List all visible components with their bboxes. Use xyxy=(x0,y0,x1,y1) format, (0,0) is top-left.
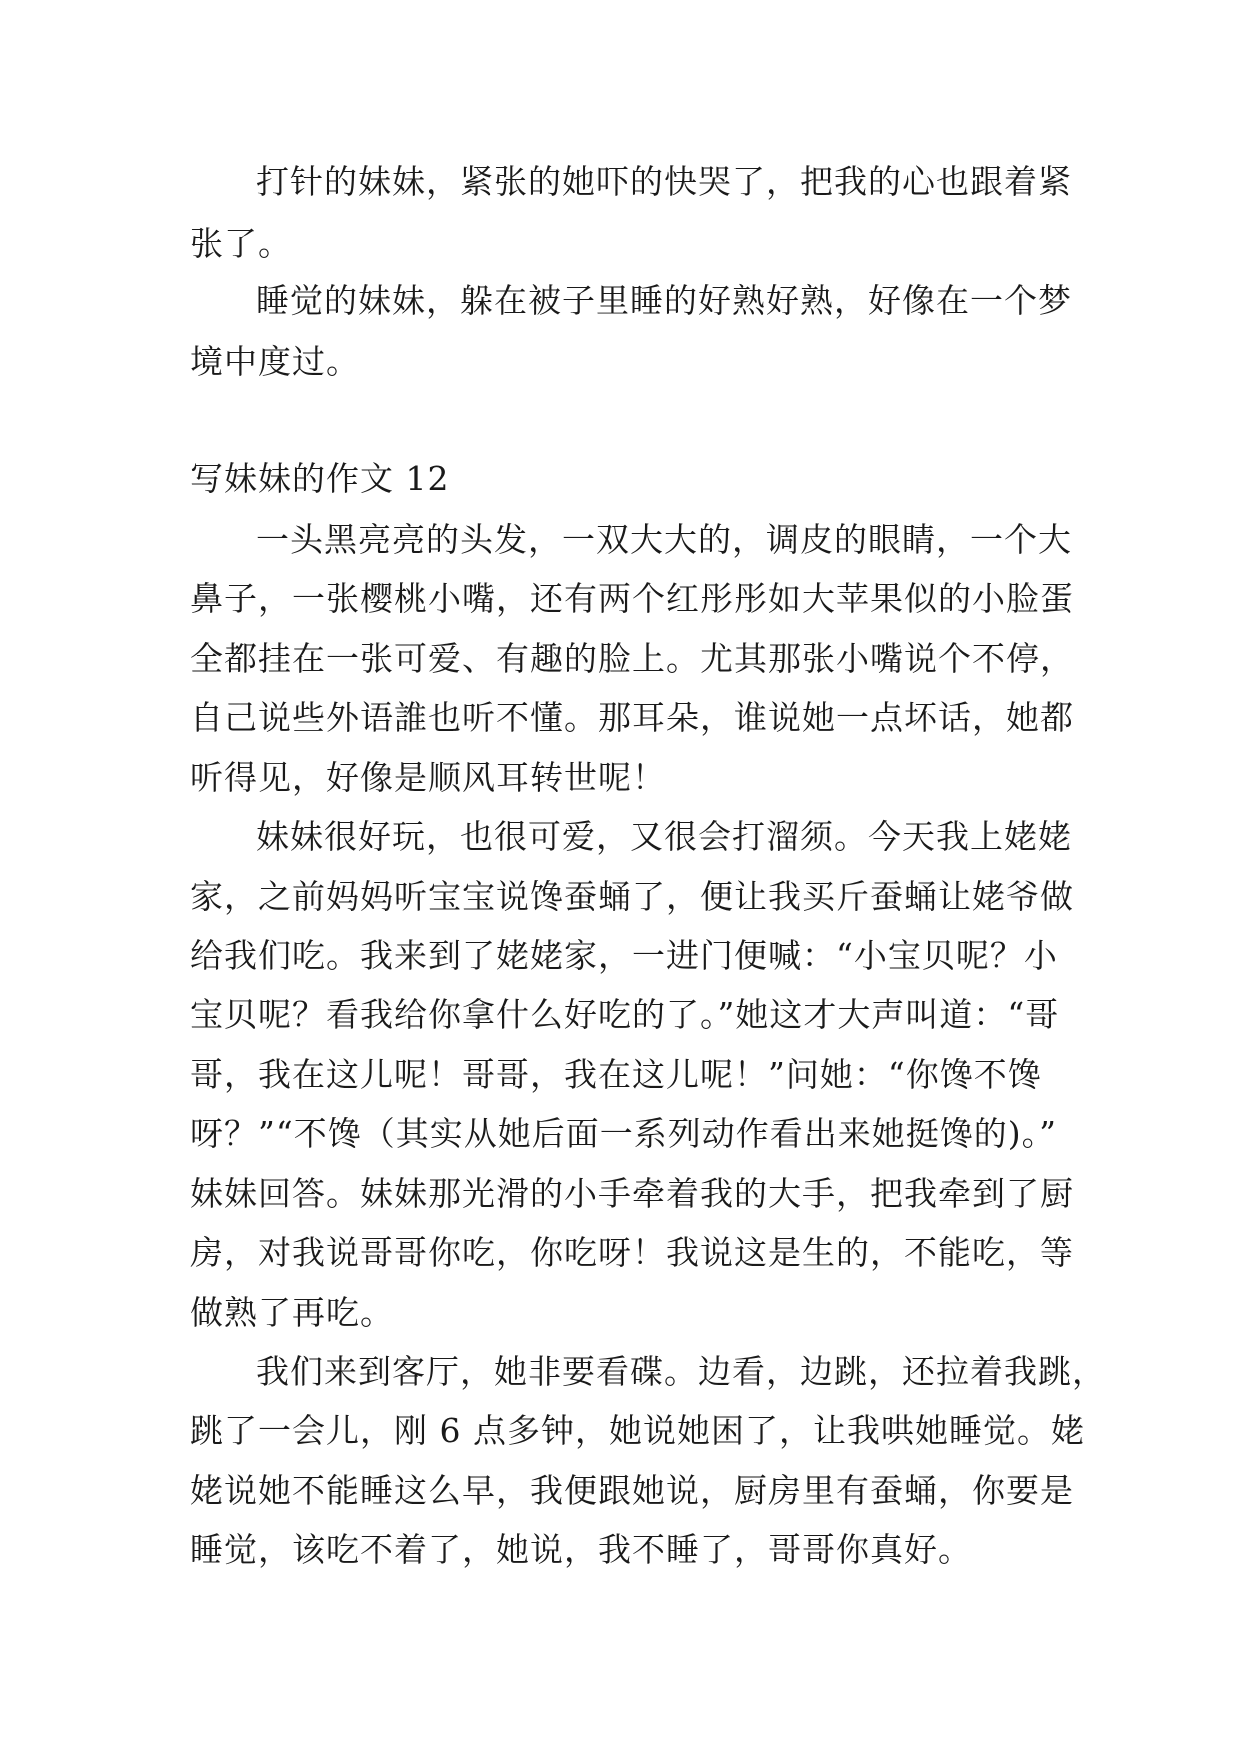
paragraph-line: 听得见，好像是顺风耳转世呢！ xyxy=(190,758,666,797)
paragraph-line: 跳了一会儿，刚 6 点多钟，她说她困了，让我哄她睡觉。姥 xyxy=(190,1411,1085,1450)
paragraph-line: 家，之前妈妈听宝宝说馋蚕蛹了，便让我买斤蚕蛹让姥爷做 xyxy=(190,877,1074,916)
paragraph-line: 境中度过。 xyxy=(190,342,360,381)
paragraph-line: 给我们吃。我来到了姥姥家，一进门便喊：“小宝贝呢？小 xyxy=(190,936,1058,975)
paragraph-line: 我们来到客厅，她非要看碟。边看，边跳，还拉着我跳， xyxy=(256,1352,1106,1391)
paragraph-line: 全都挂在一张可爱、有趣的脸上。尤其那张小嘴说个不停， xyxy=(190,639,1074,678)
paragraph-line: 呀？”“不馋（其实从她后面一系列动作看出来她挺馋的)。” xyxy=(190,1114,1057,1153)
paragraph-line: 做熟了再吃。 xyxy=(190,1293,394,1332)
paragraph-line: 姥说她不能睡这么早，我便跟她说，厨房里有蚕蛹，你要是 xyxy=(190,1471,1074,1510)
paragraph-line: 自己说些外语誰也听不懂。那耳朵，谁说她一点坏话，她都 xyxy=(190,698,1074,737)
paragraph-line: 鼻子，一张樱桃小嘴，还有两个红彤彤如大苹果似的小脸蛋 xyxy=(190,579,1074,618)
section-title: 写妹妹的作文 12 xyxy=(190,459,450,498)
paragraph-line: 妹妹很好玩，也很可爱，又很会打溜须。今天我上姥姥 xyxy=(256,817,1072,856)
paragraph-line: 一头黑亮亮的头发，一双大大的，调皮的眼睛，一个大 xyxy=(256,520,1072,559)
paragraph-line: 宝贝呢？看我给你拿什么好吃的了。”她这才大声叫道：“哥 xyxy=(190,995,1060,1034)
paragraph-line: 妹妹回答。妹妹那光滑的小手牵着我的大手，把我牵到了厨 xyxy=(190,1174,1074,1213)
paragraph-line: 房，对我说哥哥你吃，你吃呀！我说这是生的，不能吃，等 xyxy=(190,1233,1074,1272)
paragraph-line: 张了。 xyxy=(190,224,292,263)
paragraph-line: 睡觉的妹妹，躲在被子里睡的好熟好熟，好像在一个梦 xyxy=(256,281,1072,320)
paragraph-line: 哥，我在这儿呢！哥哥，我在这儿呢！”问她：“你馋不馋 xyxy=(190,1055,1042,1094)
paragraph-line: 睡觉，该吃不着了，她说，我不睡了，哥哥你真好。 xyxy=(190,1530,972,1569)
paragraph-line: 打针的妹妹，紧张的她吓的快哭了，把我的心也跟着紧 xyxy=(256,162,1072,201)
